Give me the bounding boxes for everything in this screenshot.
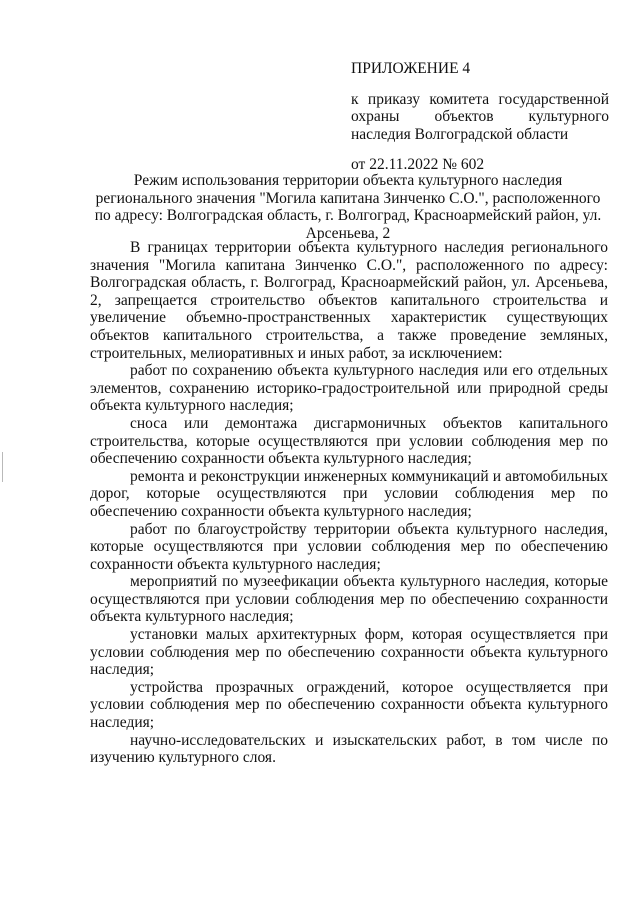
appendix-date: от 22.11.2022 № 602 (351, 156, 485, 173)
appendix-order-reference: к приказу комитета государственной охраны объектов культурного наследия Волгоградской области (351, 90, 609, 143)
exception-item: сноса или демонтажа дисгармоничных объектов капитального строительства, которые осуществляются при условии соблюдения мер по обеспечению сохранности объекта культурного наследия; (90, 414, 608, 468)
scan-edge-mark (2, 452, 3, 482)
appendix-block (351, 60, 609, 174)
exception-item: устройства прозрачных ограждений, которое осуществляется при условии соблюдения мер по обеспечению сохранности объекта культурного наследия; (90, 678, 608, 732)
exception-item: работ по сохранению объекта культурного наследия или его отдельных элементов, сохранению историко-градостроительной или природной среды объекта культурного наследия; (90, 362, 608, 415)
appendix-heading: ПРИЛОЖЕНИЕ 4 (351, 60, 471, 77)
document-body (90, 239, 608, 767)
exception-item: ремонта и реконструкции инженерных коммуникаций и автомобильных дорог, которые осуществляются при условии соблюдения мер по обеспечению сохранности объекта культурного наследия; (90, 467, 608, 520)
exception-item: работ по благоустройству территории объекта культурного наследия, которые осуществляются при условии соблюдения мер по обеспечению сохранности объекта культурного наследия; (90, 520, 608, 573)
exception-item: мероприятий по музеефикации объекта культурного наследия, которые осуществляются при условии соблюдения мер по обеспечению сохранности объекта культурного наследия; (90, 573, 608, 626)
exception-item: научно-исследовательских и изыскательских работ, в том числе по изучению культурного слоя. (90, 731, 608, 767)
exception-item: установки малых архитектурных форм, которая осуществляется при условии соблюдения мер по обеспечению сохранности объекта культурного наследия; (90, 626, 608, 679)
document-title: Режим использования территории объекта культурного наследия регионального значения "Могила капитана Зинченко С.О.", расположенного по адресу: Волгоградская область, г. Волгоград, Красноармейский район, ул. Арсеньева, 2 (94, 172, 602, 242)
intro-paragraph: В границах территории объекта культурного наследия регионального значения "Могила капитана Зинченко С.О.", расположенного по адресу: Волгоградская область, г. Волгоград, Красноармейский район, ул. Арсеньева, 2, запрещается строительство объектов капитального строительства и увеличение объемно-пространственных характеристик существующих объектов капитального строительства, а также проведение земляных, строительных, мелиоративных и иных работ, за исключением: (90, 239, 608, 362)
